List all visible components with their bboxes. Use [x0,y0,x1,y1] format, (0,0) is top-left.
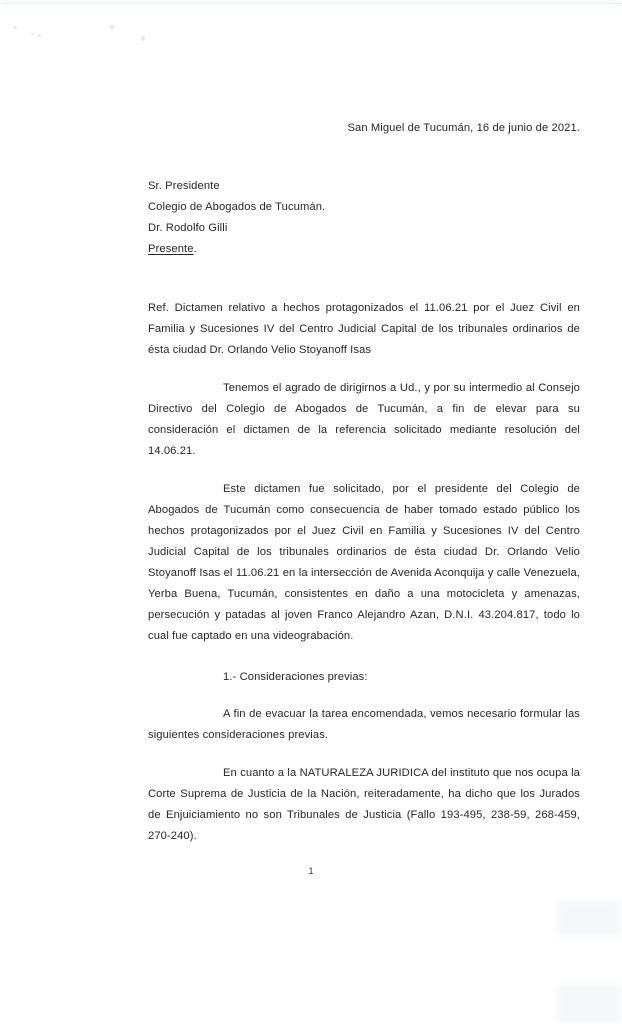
scan-speck [141,36,145,41]
scan-speck [38,34,41,37]
presente-period: . [193,243,197,255]
body-paragraph-4: En cuanto a la NATURALEZA JURIDICA del instituto que nos ocupa la Corte Suprema de Justicia de la Nación, reiteradamente, ha dicho que los Jurados de Enjuiciamiento no son Tribunales de Justicia (Fallo 193-495, 238-59, 268-459, 270-240). [148,767,580,842]
addressee-line-3: Dr. Rodolfo Gilli [148,222,228,234]
scan-bleed [556,985,622,1024]
section-heading-considerations: 1.- Consideraciones previas: [223,671,368,683]
presente-underlined-text: Presente [148,243,194,255]
scan-speck [13,26,17,29]
date-line: San Miguel de Tucumán, 16 de junio de 2021. [347,122,580,134]
addressee-line-4 [148,239,580,260]
page-number: 1 [308,866,314,877]
body-paragraph-3: A fin de evacuar la tarea encomendada, vemos necesario formular las siguientes consideraciones previas. [148,708,580,741]
addressee-block [148,176,580,260]
addressee-line-1: Sr. Presidente [148,180,220,192]
scan-speck [31,33,34,35]
body-paragraph-1: Tenemos el agrado de dirigirnos a Ud., y por su intermedio al Consejo Directivo del Colegio de Abogados de Tucumán, a fin de elevar para su consideración el dictamen de la referencia solicitado mediante resolución del 14.06.21. [148,382,580,457]
body-paragraph-2: Este dictamen fue solicitado, por el presidente del Colegio de Abogados de Tucumán como consecuencia de haber tomado estado público los hechos protagonizados por el Juez Civil en Familia y Sucesiones IV del Centro Judicial Capital de los tribunales ordinarios de ésta ciudad Dr. Orlando Velio Stoyanoff Isas el 11.06.21 en la intersección de Avenida Aconquija y calle Venezuela, Yerba Buena, Tucumán, consistentes en daño a una motocicleta y amenazas, persecución y patadas al joven Franco Alejandro Azan, D.N.I. 43.204.817, todo lo cual fue captado en una videograbación. [148,483,580,642]
document-body [148,0,580,847]
addressee-line-2: Colegio de Abogados de Tucumán. [148,201,326,213]
scan-speck [110,25,114,29]
scan-bleed [556,900,622,936]
reference-paragraph: Ref. Dictamen relativo a hechos protagonizados el 11.06.21 por el Juez Civil en Familia y Sucesiones IV del Centro Judicial Capital de los tribunales ordinarios de ésta ciudad Dr. Orlando Velio Stoyanoff Isas [148,302,580,356]
